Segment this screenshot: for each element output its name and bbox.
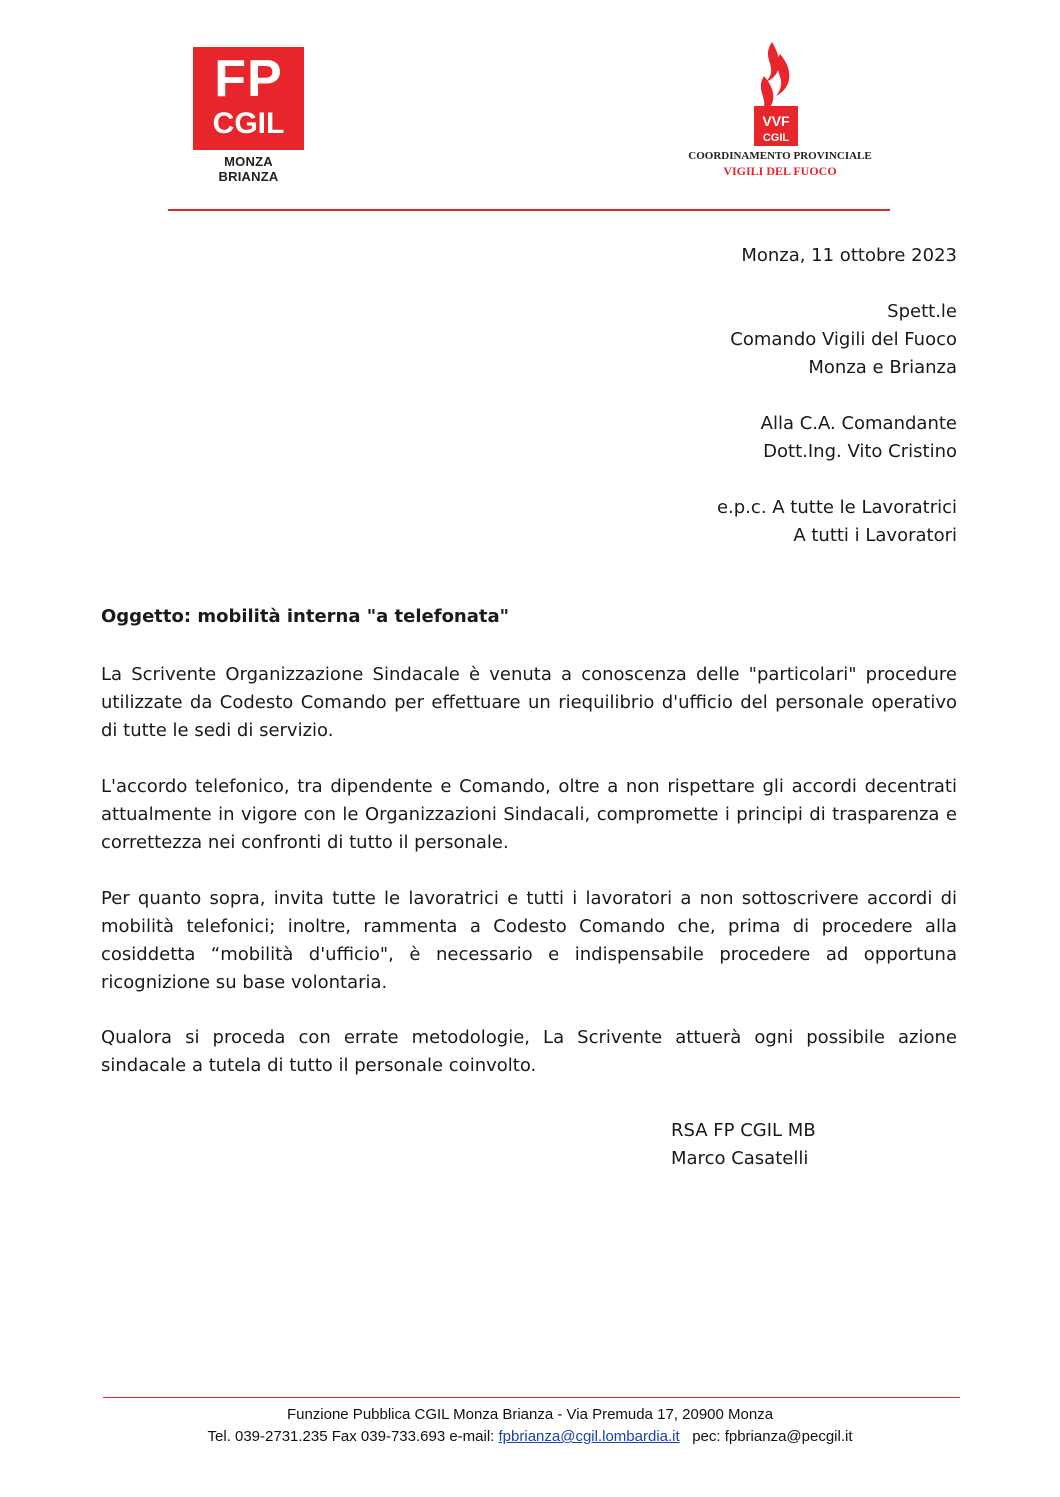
- letter-subject: Oggetto: mobilità interna "a telefonata": [101, 606, 510, 627]
- footer-divider: [103, 1397, 960, 1398]
- cc-line: e.p.c. A tutte le Lavoratrici: [716, 497, 957, 518]
- vvf-caption-coordinamento: COORDINAMENTO PROVINCIALE: [688, 150, 872, 162]
- body-paragraph: L'accordo telefonico, tra dipendente e Comando, oltre a non rispettare gli accordi decentrati attualmente in vigore con le Organizzazioni Sindacali, compromette i principi di trasparenza e correttezza nei confronti di tutto il personale.: [101, 776, 957, 853]
- logo-fp-text: FP: [214, 50, 283, 108]
- footer-address: Funzione Pubblica CGIL Monza Brianza - Via Premuda 17, 20900 Monza: [286, 1406, 774, 1423]
- vvf-caption-vigili: VIGILI DEL FUOCO: [723, 164, 837, 178]
- footer-email-link[interactable]: fpbrianza@cgil.lombardia.it: [498, 1428, 680, 1445]
- fp-cgil-logo: [193, 47, 304, 150]
- recipient-line: Monza e Brianza: [808, 357, 957, 378]
- attention-line: Dott.Ing. Vito Cristino: [763, 441, 957, 462]
- attention-line: Alla C.A. Comandante: [760, 413, 957, 434]
- body-paragraph: Qualora si proceda con errate metodologie, La Scrivente attuerà ogni possibile azione sindacale a tutela di tutto il personale coinvolto.: [101, 1027, 957, 1076]
- recipient-block: [730, 298, 957, 382]
- footer-pec: pec: fpbrianza@pecgil.it: [692, 1428, 853, 1445]
- signature-name: Marco Casatelli: [671, 1148, 809, 1169]
- cc-line: A tutti i Lavoratori: [793, 525, 957, 546]
- body-paragraph: Per quanto sopra, invita tutte le lavoratrici e tutti i lavoratori a non sottoscrivere accordi di mobilità telefonici; inoltre, rammenta a Codesto Comando che, prima di procedere alla cosiddetta “mobilità d'ufficio", è necessario e indispensabile procedere ad opportuna ricognizione su base volontaria.: [101, 888, 957, 993]
- vvf-cgil-text: CGIL: [762, 132, 790, 144]
- attention-block: [761, 410, 957, 466]
- signature-block: [671, 1117, 816, 1173]
- body-paragraph: La Scrivente Organizzazione Sindacale è venuta a conoscenza delle "particolari" procedure utilizzate da Codesto Comando per effettuare un riequilibrio d'ufficio del personale operativo di tutte le sedi di servizio.: [101, 664, 957, 741]
- cc-block: [717, 494, 957, 550]
- logo-cgil-text: CGIL: [212, 107, 285, 140]
- vvf-flame-logo: [750, 40, 800, 148]
- header-divider: [168, 209, 890, 211]
- vvf-badge-text: VVF: [762, 113, 790, 129]
- recipient-line: Comando Vigili del Fuoco: [730, 329, 957, 350]
- letter-date: Monza, 11 ottobre 2023: [741, 245, 957, 266]
- recipient-line: Spett.le: [887, 301, 957, 322]
- footer-phone: Tel. 039-2731.235 Fax 039-733.693 e-mail:: [207, 1428, 495, 1445]
- signature-org: RSA FP CGIL MB: [671, 1120, 816, 1141]
- footer-contacts: [0, 1428, 1060, 1445]
- logo-subtitle: MONZA BRIANZA: [218, 154, 279, 184]
